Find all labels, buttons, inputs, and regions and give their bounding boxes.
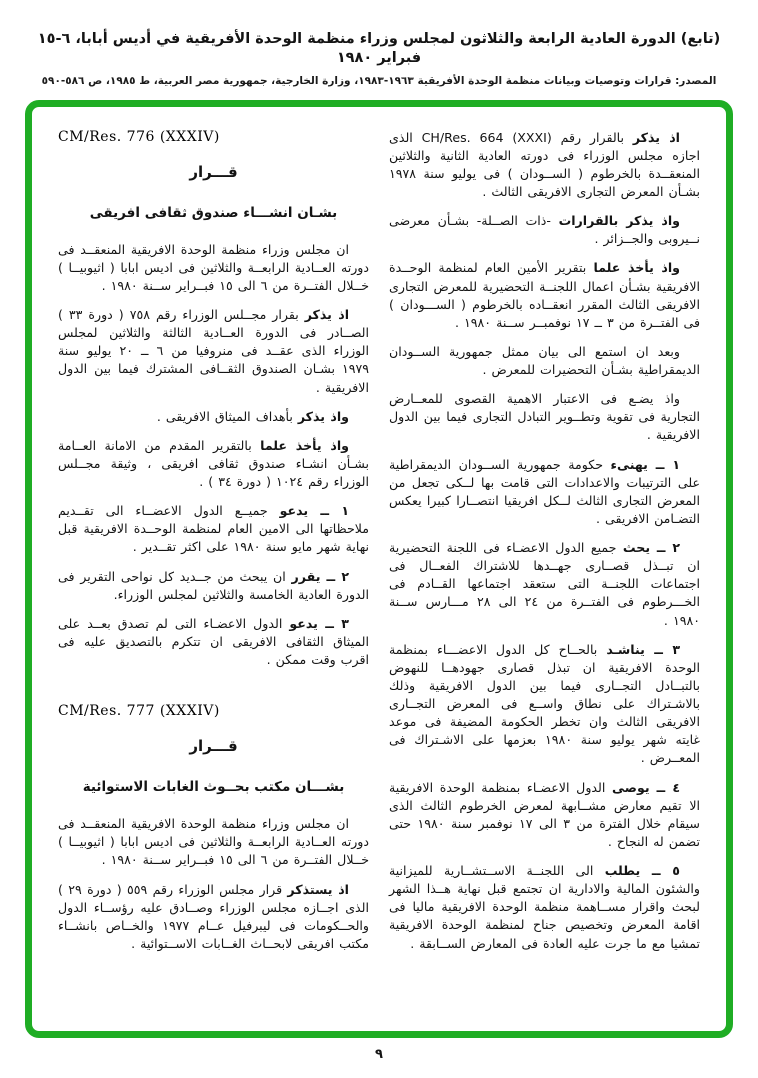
resolution-cm-res-776 — [58, 129, 369, 670]
paragraph-text: ان مجلس وزراء منظمة الوحدة الافريقية المنعقــد فى دورته العــادية الرابعــة والثلاثين فى اديس ابابا ( اثيوبيــا ) خــلال الفتــرة من ٦ الى ١٥ فبــراير ســنة ١٩٨٠ . — [58, 241, 369, 293]
paragraph-lead: ٢ ــ يحث — [622, 540, 680, 556]
resolution-subject: بشـان انشـــاء صندوق ثقافى افريقى — [89, 204, 338, 221]
column-left — [58, 129, 369, 1013]
paragraph-lead: واذ يذكر — [297, 408, 349, 424]
paragraph-lead: اذ يذكر — [304, 307, 350, 323]
resolution-reference: CM/Res. 776 (XXXIV) — [58, 128, 220, 145]
paragraph — [58, 408, 369, 426]
paragraph — [58, 815, 369, 869]
green-border-frame — [25, 100, 733, 1038]
paragraph-lead: ١ ــ يهنىء — [610, 456, 680, 472]
paragraph-text: بتقرير الأمين العام لمنظمة الوحــدة الافريقية بشـأن اعمال اللجنــة التحضيرية للمعرض التجارى الافريقى الثالث المقرر انعقــاده بالخرطوم ( الســـودان ) فى الفتــرة من ٣ ــ ١٧ نوفمبــر ســنة ١٩٨٠ . — [389, 260, 700, 330]
header-session-title: (تابع) الدورة العادية الرابعة والثلاثون لمجلس وزراء منظمة الوحدة الأفريقية في أديس أبابا، ٦-١٥ فبراير ١٩٨٠ — [37, 31, 721, 66]
paragraph — [389, 259, 700, 332]
paragraph-text: الى اللجنــة الاســتشــارية للميزانية والشئون المالية والادارية ان تجتمع قبل نهاية هــذا الشهر لبحث واقرار مســاهمة منظمة الوحدة الافريقية ماليا فى اقامة المعرض وتخصيص جناح لمنظمة الوحدة الافريقية تمشيا مع ما جرت عليه العادة فى المعارض الســابقة . — [389, 863, 700, 951]
paragraph-lead: ٣ ــ يناشـد — [606, 641, 680, 657]
paragraph — [58, 881, 369, 954]
paragraph-text: وبعد ان استمع الى بيان ممثل جمهورية الســودان الديمقراطية بشـأن التحضيرات للمعرض . — [389, 343, 700, 378]
two-column-layout — [58, 129, 700, 1013]
paragraph-text: ان مجلس وزراء منظمة الوحدة الافريقية المنعقــد فى دورته العــادية الرابعــة والثلاثين فى اديس ابابا ( اثيوبيــا ) خــلال الفتــرة من ٦ الى ١٥ فبــراير ســنة ١٩٨٠ . — [58, 816, 369, 868]
paragraph-lead: واذ يذكر بالقرارات — [558, 213, 680, 229]
paragraph-lead: ٣ ــ يدعو — [289, 615, 349, 631]
column-right — [389, 129, 700, 1013]
paragraph-lead: اذ يستذكر — [287, 881, 349, 897]
paragraph-lead: اذ يذكر — [632, 129, 680, 145]
paragraph — [389, 456, 700, 529]
paragraph — [389, 390, 700, 444]
document-header — [0, 0, 758, 87]
resolution-reference: CM/Res. 777 (XXXIV) — [58, 703, 220, 720]
paragraph — [58, 306, 369, 397]
paragraph-text: بأهداف الميثاق الافريقى . — [156, 408, 298, 424]
paragraph-text: -ذات الصــلة- بشـأن معرضى نــيروبى والجــزائر . — [389, 213, 700, 247]
paragraph — [389, 212, 700, 248]
paragraph-text: الدول الاعضـاء التى لم تصدق بعــد على الميثاق الثقافى الافريقى ان تتكرم بالتصديق عليه فى اقرب وقت ممكن . — [58, 615, 369, 668]
paragraph-lead: ١ ــ يدعو — [279, 503, 350, 519]
paragraph-text: حكومة جمهورية الســودان الديمقراطية على الترتيبات والاعدادات التى قامت بها لــكى تجعل من المعرض التجارى الثالث لــكل افريقيا انتصــارا كبيرا يعكس التضـامن الافريقى . — [389, 456, 700, 526]
decree-heading: قـــرار — [189, 162, 238, 181]
paragraph — [389, 343, 700, 379]
resolution-subject: بشـــان مكتب بحــوث الغابات الاستوائية — [82, 779, 345, 796]
paragraph — [58, 437, 369, 491]
paragraph — [58, 241, 369, 295]
paragraph — [389, 862, 700, 953]
paragraph-text: بالقرار رقم CH/Res. 664 (XXXI) الذى اجازه مجلس الوزراء فى دورته العادية الثانية والثلاثين المنعقــدة بالخرطوم ( الســودان ) فى يوليو سنة ١٩٧٨ بشـأن المعرض التجارى الافريقى الثالث . — [389, 129, 700, 200]
paragraph-text: ان يبحث من جــديد كل نواحى التقرير فى الدورة العادية الخامسة والثلاثين لمجلس الوزراء. — [58, 568, 369, 602]
paragraph — [389, 129, 700, 202]
header-source-note: المصدر: قرارات وتوصيات وبيانات منظمة الوحدة الأفريقية ١٩٦٣-١٩٨٣، وزارة الخارجية، جمهورية مصر العربية، ط ١٩٨٥، ص ٥٨٦-٥٩٠ — [41, 74, 717, 87]
paragraph-lead: ٥ ــ يطلب — [604, 863, 680, 879]
page-number: ٩ — [375, 1046, 383, 1062]
paragraph-lead: واذ يأخذ علما — [593, 260, 680, 276]
paragraph — [389, 539, 700, 630]
paragraph — [58, 615, 369, 669]
paragraph-text: بالتقرير المقدم من الامانة العــامة بشـأن انشـاء صندوق ثقافى افريقى ، وثيقة مجــلس الوزراء رقم ١٠٢٤ ( دورة ٣٤ ) . — [58, 437, 369, 490]
paragraph-text: جميــع الدول الاعضــاء الى تقــديم ملاحظاتها الى الامين العام لمنظمة الوحــدة الافريقية قبل نهاية شهر مايو سنة ١٩٨٠ على اكثر تقــدير . — [58, 503, 369, 555]
paragraph-text: الدول الاعضـاء بمنظمة الوحدة الافريقية الا تقيم معارض مشــابهة لمعرض الخرطوم الثالث الذى سيقام خلال الفترة من ٣ الى ١٧ نوفمبر سنة ١٩٨٠ حتى تضمن له النجاح . — [389, 779, 700, 849]
paragraph-text: جميع الدول الاعضـاء فى اللجنة التحضيرية ان تبــذل قصــارى جهــدها للاشتراك الفعــال فى اجتماعات اللجنــة التى ستعقد اجتماعها القــادم فى الخـــرطوم فى الفتــرة من ٢٤ الى ٢٨ مـــارس ســنة ١٩٨٠ . — [389, 540, 700, 628]
paragraph — [389, 641, 700, 768]
paragraph-text: بقرار مجــلس الوزراء رقم ٧٥٨ ( دورة ٣٣ ) الصــادر فى الدورة العــادية الثالثة والثلاثين لمجلس الوزراء الذى عقــد فى منروفيا من ٦ ــ ٢٠ يوليو سنة ١٩٧٩ بشـان الصندوق الثقــافى المشترك فيما بين الدول الافريقية . — [58, 307, 370, 395]
paragraph-text: واذ يضـع فى الاعتبار الاهمية القصوى للمعــارض التجارية فى تقوية وتطــوير التبادل التجارى فيما بين الدول الافريقية . — [389, 391, 700, 443]
paragraph-lead: واذ يأخذ علما — [260, 437, 349, 453]
paragraph-lead: ٢ ــ يقرر — [291, 568, 349, 584]
paragraph — [58, 502, 369, 556]
decree-heading: قـــرار — [189, 737, 238, 756]
paragraph-text: بالحــاح كل الدول الاعضـــاء بمنظمة الوحدة الافريقية ان تبذل قصارى جهودهــا للنهوض بالتبــادل التجــارى فيما بين الدول الافريقية وذلك بالاشـتراك على نطاق واســع فى المعرض التجــارى الافريقى الثالث وان تخطر الحكومة المضيفة فى موعد غايته شهر يوليو سنة ١٩٨٠ بعزمها على الاشـتراك فى المعــرض . — [389, 641, 700, 766]
resolution-cm-res-777 — [58, 703, 369, 953]
paragraph-lead: ٤ ــ يوصى — [612, 779, 680, 795]
paragraph — [389, 779, 700, 852]
paragraph-text: قرار مجلس الوزراء رقم ٥٥٩ ( دورة ٢٩ ) الذى اجــازه مجلس الوزراء وصــادق عليه رؤســاء الدول والحــكومات فى ليبرفيل عــام ١٩٧٧ والخــاص بانشــاء مكتب افريقى لابحــاث الغــابات الاســتوائية . — [58, 881, 369, 951]
paragraph — [58, 568, 369, 604]
